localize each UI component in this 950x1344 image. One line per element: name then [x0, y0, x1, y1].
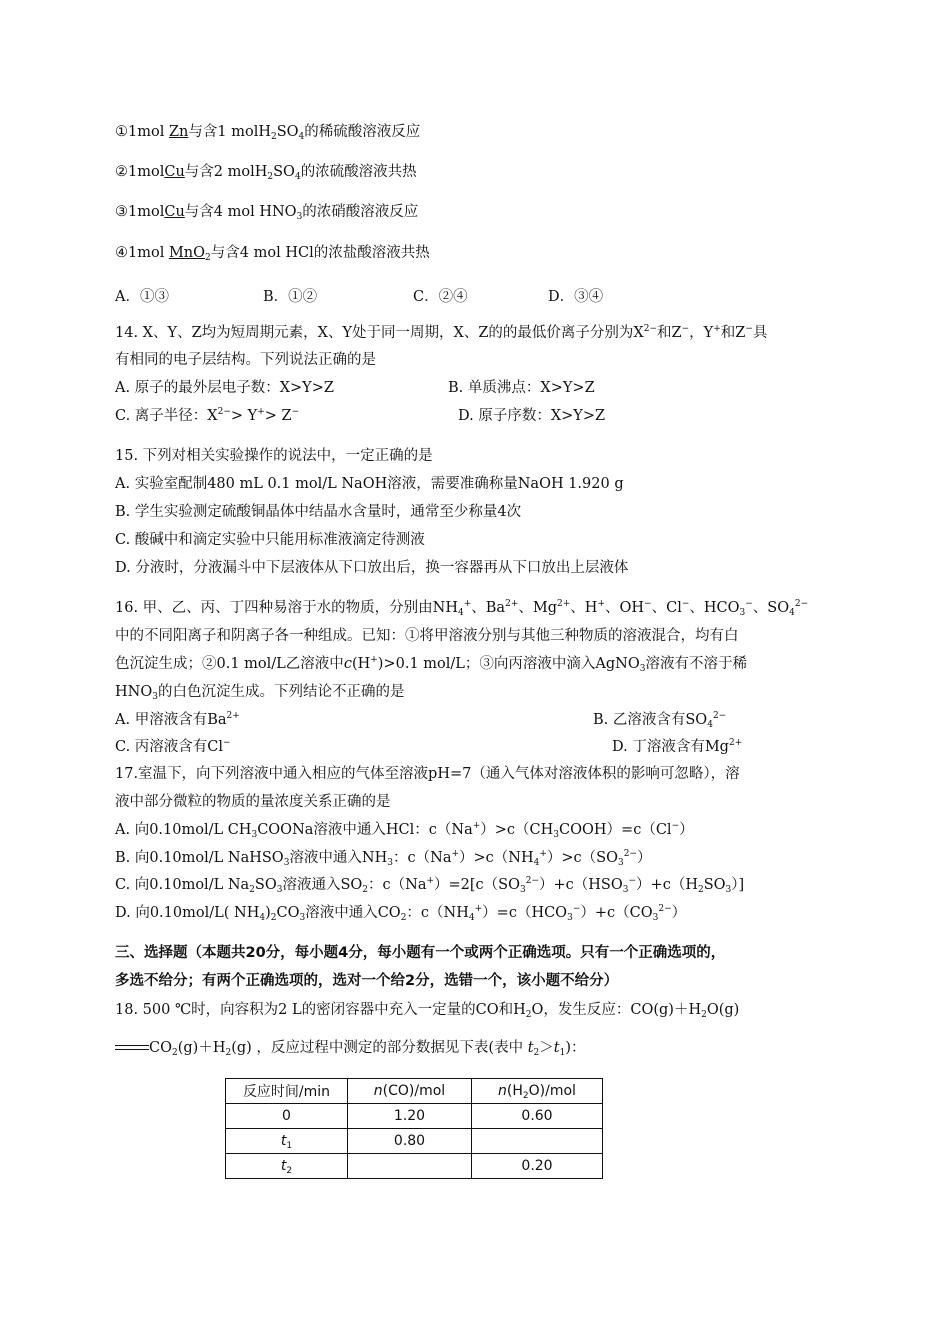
table-row	[226, 1129, 603, 1154]
q17-option-a: A. 向0.10mol/L $CH_3COONa$溶液中通入HCl：$c(Na^+)>c(CH_3COOH)=c(Cl^-)$	[115, 821, 694, 840]
cell-co: 0.80	[348, 1129, 472, 1154]
cell-co	[348, 1154, 472, 1179]
table-header-row	[226, 1079, 603, 1104]
table-row	[226, 1154, 603, 1179]
q14-option-c: C. 离子半径：$X^{2-}> Y^+> Z^-$	[115, 407, 300, 424]
q13-option-3: ③1molCu与含4 mol $HNO_3$的浓硝酸溶液反应	[115, 204, 419, 222]
q16-stem-line4: $HNO_3$的白色沉淀生成。下列结论不正确的是	[115, 684, 405, 702]
q16-stem-line1: 16. 甲、乙、丙、丁四种易溶于水的物质，分别由$NH_4^+$、$Ba^{2+}$、$Mg^{2+}$、H+、OH−、Cl−、$HCO_3^-$、$SO_4^{2-}$	[115, 599, 809, 618]
cell-co: 1.20	[348, 1104, 472, 1129]
q17-option-d: D. 向0.10mol/L( $NH_4)_2CO_3$溶液中通入$CO_2$：$c(NH_4^+)=c(HCO_3^-)+c(CO_3^{2-})$	[115, 904, 687, 923]
header-h2o: $n(H_2O)$/mol	[472, 1079, 603, 1104]
section3-heading-line1: 三、选择题（本题共20分，每小题4分，每小题有一个或两个正确选项。只有一个正确选项的，	[115, 945, 726, 961]
q13-choice-b: B．①②	[263, 289, 318, 305]
reaction-data-table	[225, 1078, 603, 1179]
cell-h2o: 0.60	[472, 1104, 603, 1129]
q15-option-b: B. 学生实验测定硫酸铜晶体中结晶水含量时，通常至少称量4次	[115, 504, 522, 520]
cell-time: $t_1$	[226, 1129, 348, 1154]
q17-stem-line2: 液中部分微粒的物质的量浓度关系正确的是	[115, 794, 391, 810]
q18-stem-line2: $CO_2(g)+H_2(g)$ ，反应过程中测定的部分数据见下表(表中 $t_2>t_1$)：	[115, 1040, 585, 1057]
header-co: n(CO)/mol	[348, 1079, 472, 1104]
q13-choice-c: C．②④	[413, 289, 468, 305]
q16-option-d: D. 丁溶液含有$Mg^{2+}$	[612, 738, 743, 755]
q16-stem-line3: 色沉淀生成；②0.1 mol/L乙溶液中c(H+)>0.1 mol/L；③向丙溶液中滴入AgNO$_3$溶液有不溶于稀	[115, 655, 747, 674]
q15-option-d: D. 分液时，分液漏斗中下层液体从下口放出后，换一容器再从下口放出上层液体	[115, 560, 629, 576]
cell-time: $t_2$	[226, 1154, 348, 1179]
q17-option-b: B. 向0.10mol/L NaHSO$_3$溶液中通入$NH_3$：$c(Na^+)>c(NH_4^+)>c(SO_3^{2-})$	[115, 849, 652, 868]
q13-choice-a: A．①③	[115, 289, 169, 305]
cell-h2o	[472, 1129, 603, 1154]
q14-option-b: B. 单质沸点：X>Y>Z	[448, 380, 595, 396]
cell-h2o: 0.20	[472, 1154, 603, 1179]
q13-option-2: ②1molCu与含2 $molH_2SO_4$的浓硫酸溶液共热	[115, 164, 417, 182]
q15-stem: 15. 下列对相关实验操作的说法中，一定正确的是	[115, 448, 433, 464]
q17-stem-line1: 17.室温下，向下列溶液中通入相应的气体至溶液pH=7（通入气体对溶液体积的影响可忽略），溶	[115, 766, 740, 782]
q16-stem-line2: 中的不同阳离子和阴离子各一种组成。已知：①将甲溶液分别与其他三种物质的溶液混合，均有白	[115, 628, 739, 644]
q16-option-b: B. 乙溶液含有$SO_4^{2-}$	[593, 711, 727, 730]
q16-option-a: A. 甲溶液含有$Ba^{2+}$	[115, 711, 240, 728]
header-time: 反应时间/min	[226, 1079, 348, 1104]
cell-time: 0	[226, 1104, 348, 1129]
equilibrium-arrow-icon	[115, 1043, 149, 1053]
q16-option-c: C. 丙溶液含有Cl−	[115, 738, 231, 755]
table-row	[226, 1104, 603, 1129]
q15-option-a: A. 实验室配制480 mL 0.1 mol/L NaOH溶液，需要准确称量NaOH 1.920 g	[115, 476, 624, 492]
q18-stem-line1: 18. 500 ℃时，向容积为2 L的密闭容器中充入一定量的CO和$H_2O$，发生反应：$CO(g)+H_2O(g)$	[115, 1002, 740, 1020]
q14-stem-line1: 14. X、Y、Z均为短周期元素，X、Y处于同一周期，X、Z的的最低价离子分别为$X^{2-}$和Z−，Y+和Z−具	[115, 324, 768, 341]
section3-heading-line2: 多选不给分；有两个正确选项的，选对一个给2分，选错一个，该小题不给分）	[115, 973, 619, 989]
q15-option-c: C. 酸碱中和滴定实验中只能用标准液滴定待测液	[115, 532, 425, 548]
q17-option-c: C. 向0.10mol/L $Na_2SO_3$溶液通入$SO_2$：$c(Na^+)=2[c(SO_3^{2-})+c(HSO_3^-)+c(H_2SO_3)]$	[115, 876, 745, 895]
q14-stem-line2: 有相同的电子层结构。下列说法正确的是	[115, 352, 376, 368]
q13-option-4: ④1mol MnO$_2$与含4 mol HCl的浓盐酸溶液共热	[115, 245, 430, 263]
q14-option-a: A. 原子的最外层电子数：X>Y>Z	[115, 380, 334, 396]
q13-choice-d: D．③④	[548, 289, 604, 305]
q14-option-d: D. 原子序数：X>Y>Z	[458, 408, 606, 424]
q13-option-1: ①1mol Zn与含1 $molH_2SO_4$的稀硫酸溶液反应	[115, 124, 421, 142]
